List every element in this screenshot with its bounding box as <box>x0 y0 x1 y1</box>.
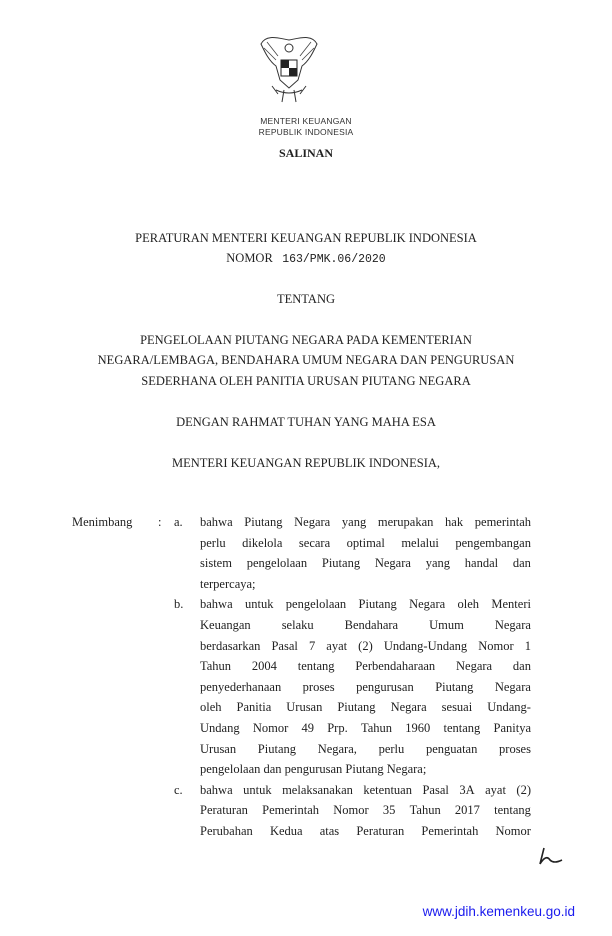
item-line: sistem pengelolaan Piutang Negara yang handal dan <box>200 556 531 571</box>
item-marker: a. <box>174 515 183 529</box>
nomor-value: 163/PMK.06/2020 <box>282 253 386 266</box>
regulation-number <box>0 251 612 266</box>
subject-line: PENGELOLAAN PIUTANG NEGARA PADA KEMENTERIAN <box>140 333 472 347</box>
ministry-name: MENTERI KEUANGAN <box>260 116 352 126</box>
rahmat-line: DENGAN RAHMAT TUHAN YANG MAHA ESA <box>176 415 436 429</box>
item-line: Undang Nomor 49 Prp. Tahun 1960 tentang Panitya <box>200 721 531 735</box>
item-line: bahwa Piutang Negara yang merupakan hak pemerintah <box>200 515 531 529</box>
item-line: Tahun 2004 tentang Perbendaharaan Negara dan <box>200 659 531 674</box>
item-line: perlu dikelola secara optimal melalui pengembangan <box>200 535 531 550</box>
item-line: Peraturan Pemerintah Nomor 35 Tahun 2017 tentang <box>200 803 531 818</box>
footer-url[interactable]: www.jdih.kemenkeu.go.id <box>422 904 575 919</box>
country-name: REPUBLIK INDONESIA <box>258 127 354 137</box>
item-line: bahwa untuk pengelolaan Piutang Negara oleh Menteri <box>200 597 531 612</box>
subject-line: SEDERHANA OLEH PANITIA URUSAN PIUTANG NEGARA <box>141 374 471 388</box>
item-marker: b. <box>174 597 184 612</box>
item-line: penyederhanaan proses pengurusan Piutang Negara <box>200 679 531 694</box>
item-line: Urusan Piutang Negara, perlu penguatan proses <box>200 741 531 756</box>
item-line: Perubahan Kedua atas Peraturan Pemerintah Nomor <box>200 824 531 838</box>
item-line: pengelolaan dan pengurusan Piutang Negara; <box>200 762 427 777</box>
item-line: bahwa untuk melaksanakan ketentuan Pasal 3A ayat (2) <box>200 782 531 797</box>
initial-paraf-icon <box>536 846 566 868</box>
nomor-label: NOMOR <box>226 251 273 265</box>
tentang-heading: TENTANG <box>276 292 335 306</box>
menteri-line: MENTERI KEUANGAN REPUBLIK INDONESIA, <box>171 456 441 470</box>
item-line: terpercaya; <box>200 576 256 591</box>
section-colon: : <box>158 515 162 529</box>
garuda-emblem-icon <box>258 30 320 110</box>
item-line: berdasarkan Pasal 7 ayat (2) Undang-Undang Nomor 1 <box>200 638 531 653</box>
item-line: Keuangan selaku Bendahara Umum Negara <box>200 618 531 632</box>
item-marker: c. <box>174 782 183 797</box>
regulation-title: PERATURAN MENTERI KEUANGAN REPUBLIK INDONESIA <box>135 231 477 245</box>
item-line: oleh Panitia Urusan Piutang Negara sesuai Undang- <box>200 700 531 715</box>
salinan-stamp: SALINAN <box>278 146 333 160</box>
section-label: Menimbang <box>72 515 133 529</box>
subject-line: NEGARA/LEMBAGA, BENDAHARA UMUM NEGARA DAN PENGURUSAN <box>97 353 515 367</box>
